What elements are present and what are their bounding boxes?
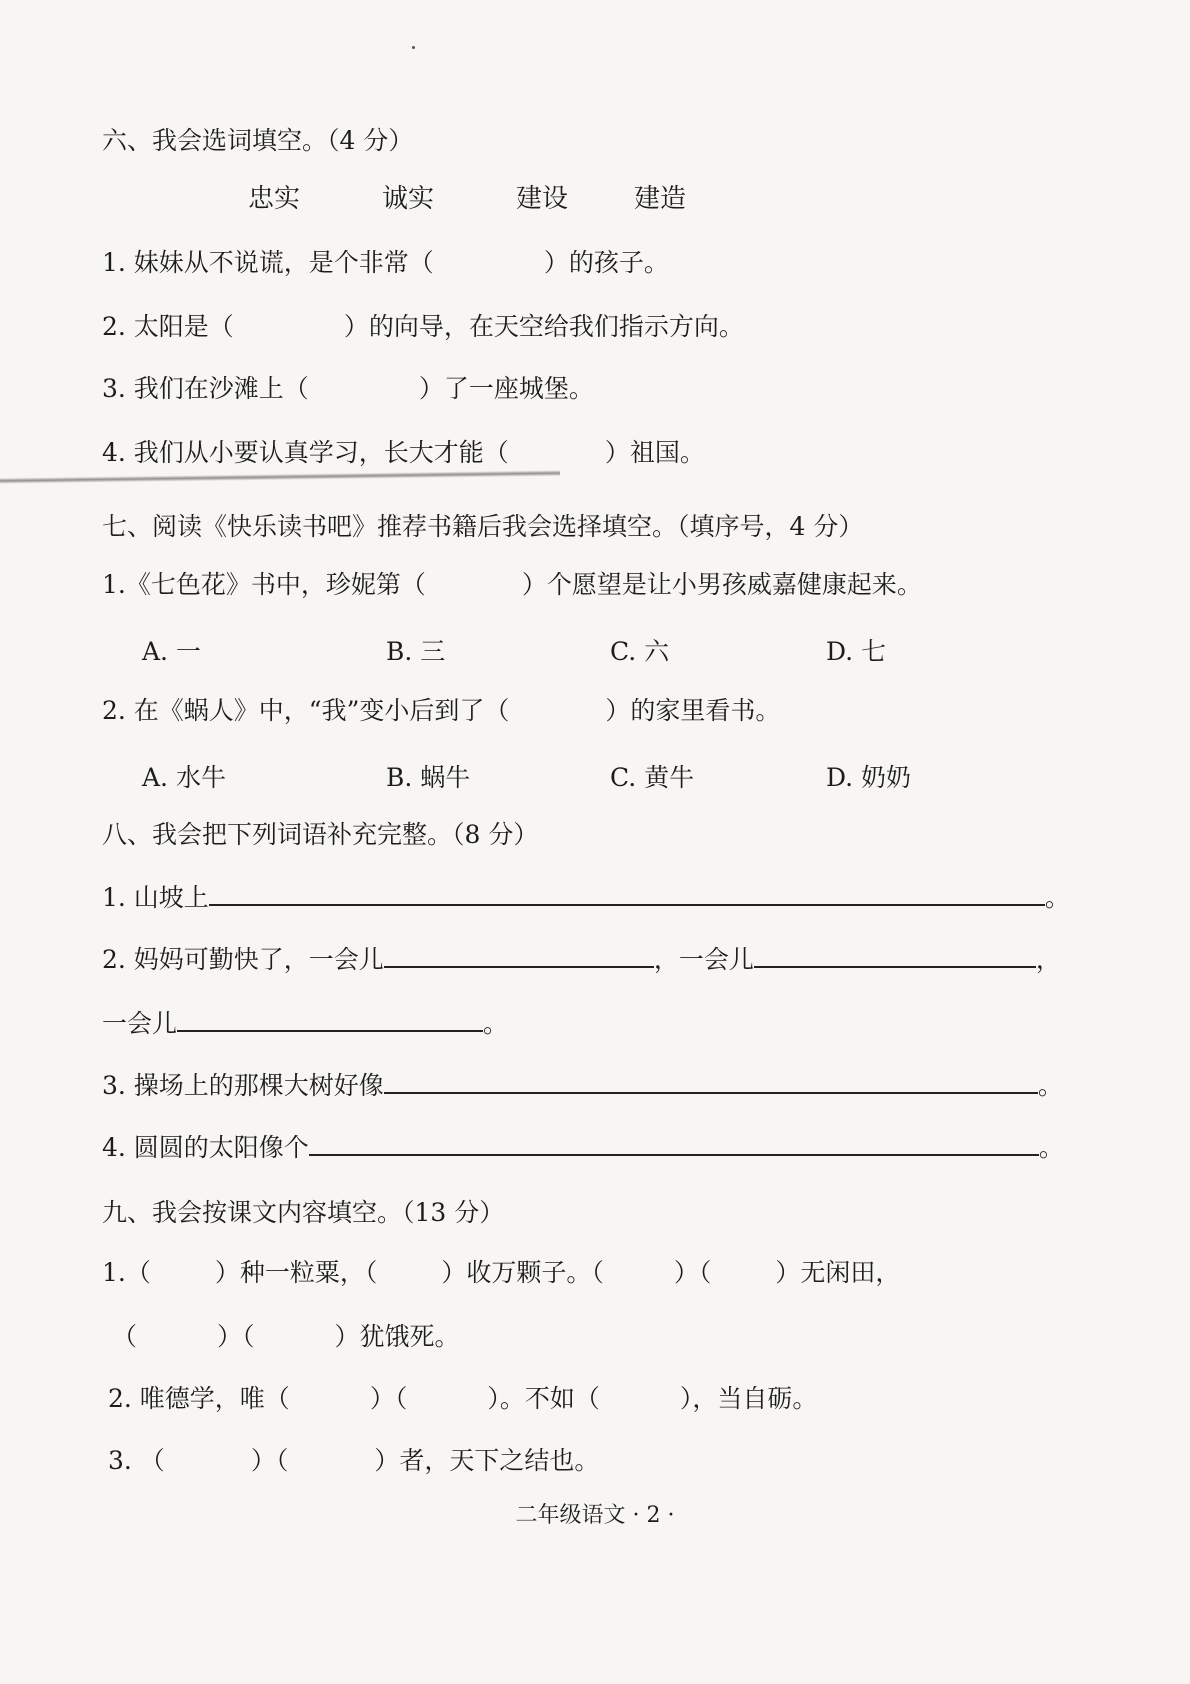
question-text: ）种一粒粟，（ — [214, 1258, 378, 1287]
question-text: ）的家里看书。 — [605, 696, 781, 725]
scan-speck — [412, 46, 415, 49]
answer-line[interactable] — [384, 1068, 1038, 1094]
s7-q2-option-c: C. 黄牛 — [610, 763, 695, 792]
s6-question-1 — [102, 246, 1130, 280]
question-text: 1. 妹妹从不说谎，是个非常（ — [102, 248, 434, 277]
punctuation: 。 — [1044, 883, 1070, 912]
question-text: ）无闲田， — [775, 1258, 901, 1287]
question-text: 3. （ — [108, 1446, 165, 1475]
answer-line[interactable] — [177, 1006, 483, 1032]
answer-line[interactable] — [754, 942, 1036, 968]
word-option-1: 忠实 — [248, 184, 301, 214]
question-text: 4. 我们从小要认真学习，长大才能（ — [102, 438, 509, 467]
s7-q2-option-b: B. 蜗牛 — [386, 763, 471, 792]
question-text: ）者，天下之结也。 — [374, 1446, 600, 1475]
question-text: ）的向导，在天空给我们指示方向。 — [343, 312, 744, 341]
s8-question-4 — [102, 1130, 1130, 1165]
question-text: ）收万颗子。（ — [441, 1258, 604, 1287]
punctuation: 。 — [1038, 1133, 1064, 1162]
s7-q1-option-c: C. 六 — [610, 637, 670, 666]
question-text: （ — [112, 1322, 138, 1351]
question-text: ）（ — [673, 1258, 712, 1287]
question-text: 2. 妈妈可勤快了，一会儿 — [102, 945, 384, 974]
question-text: ）了一座城堡。 — [418, 374, 594, 403]
answer-line[interactable] — [209, 880, 1045, 906]
s8-question-2 — [102, 942, 1130, 977]
s9-question-1-cont — [112, 1320, 1130, 1354]
punctuation: 。 — [483, 1009, 509, 1038]
s7-q1-option-d: D. 七 — [826, 637, 887, 666]
question-text: 4. 圆圆的太阳像个 — [102, 1133, 309, 1162]
s7-q1-option-a: A. 一 — [142, 637, 201, 666]
question-text: ）犹饿死。 — [334, 1322, 460, 1351]
question-text: 2. 唯德学，唯（ — [108, 1384, 290, 1413]
answer-line[interactable] — [309, 1130, 1039, 1156]
question-text: 1.（ — [102, 1258, 151, 1287]
s6-question-2 — [102, 310, 1130, 344]
question-text: ），当自砺。 — [679, 1384, 818, 1413]
word-option-4: 建造 — [634, 184, 687, 214]
section-7-title: 七、阅读《快乐读书吧》推荐书籍后我会选择填空。（填序号，4 分） — [102, 512, 864, 541]
s9-question-3 — [108, 1444, 1130, 1478]
s8-question-3 — [102, 1068, 1130, 1103]
word-option-2: 诚实 — [382, 184, 435, 214]
s7-question-2 — [102, 694, 1130, 728]
punctuation: 。 — [1037, 1071, 1063, 1100]
question-text: 2. 太阳是（ — [102, 312, 234, 341]
question-text: 3. 操场上的那棵大树好像 — [102, 1071, 384, 1100]
s7-question-1 — [102, 568, 1130, 602]
question-text: 1.《七色花》书中，珍妮第（ — [102, 570, 426, 599]
section-9-title: 九、我会按课文内容填空。（13 分） — [102, 1198, 505, 1227]
question-text: ）个愿望是让小男孩威嘉健康起来。 — [521, 570, 922, 599]
s8-question-1 — [102, 880, 1130, 915]
question-text: 1. 山坡上 — [102, 883, 209, 912]
s9-question-2 — [108, 1382, 1130, 1416]
question-text: 3. 我们在沙滩上（ — [102, 374, 309, 403]
s6-question-3 — [102, 372, 1130, 406]
question-text: ）（ — [217, 1322, 255, 1351]
question-text: ，一会儿 — [653, 945, 754, 974]
question-text: 一会儿 — [102, 1009, 178, 1038]
section-6-title: 六、我会选词填空。（4 分） — [102, 126, 414, 155]
question-text: ）的孩子。 — [543, 248, 669, 277]
s7-q2-option-a: A. 水牛 — [142, 763, 226, 792]
s6-question-4 — [102, 436, 1130, 470]
s9-question-1 — [102, 1256, 1130, 1290]
answer-line[interactable] — [384, 942, 654, 968]
page-footer: 二年级语文 · 2 · — [515, 1503, 675, 1528]
s8-question-2-cont — [102, 1006, 1130, 1041]
question-text: ）祖国。 — [604, 438, 705, 467]
question-text: ）。不如（ — [487, 1384, 600, 1413]
punctuation: ， — [1035, 945, 1061, 974]
question-text: ）（ — [250, 1446, 289, 1475]
fold-crease — [0, 470, 560, 484]
question-text: 2. 在《蜗人》中，“我”变小后到了（ — [102, 696, 510, 725]
section-8-title: 八、我会把下列词语补充完整。（8 分） — [102, 820, 539, 849]
s7-q1-option-b: B. 三 — [386, 637, 446, 666]
word-option-3: 建设 — [516, 184, 569, 214]
s7-q2-option-d: D. 奶奶 — [826, 763, 912, 792]
question-text: ）（ — [369, 1384, 408, 1413]
